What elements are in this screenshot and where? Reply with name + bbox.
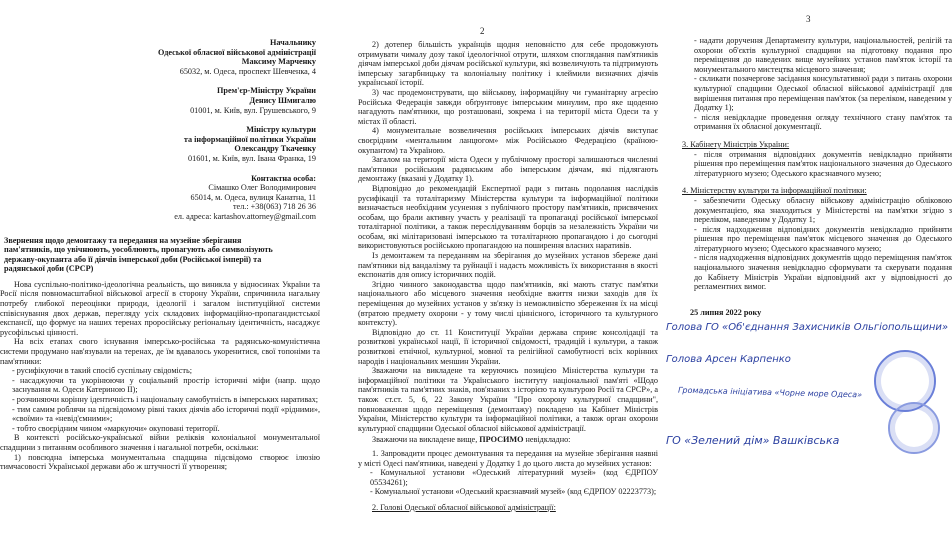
body-paragraph: Зважаючи на викладене та керуючись позицією Міністерства культури та інформаційної політики та Українського інституту національної пам'яті «Щодо пам'ятників та пам'ятних знаків, пов'язаних з історією та культурою Росії та СРСР», а також ст.ст. 5, 6, 22 Закону України "Про охорону культурної спадщини", повноваження щодо переміщення (демонтажу) покладено на Кабінет Міністрів України, Міністерство культури та інформаційної політики, а також орган охорони культурної спадщини Одеської обласної військової адміністрації. — [358, 366, 658, 433]
addressee-3-line: та інформаційної політики України — [183, 134, 316, 144]
document-page-3 — [666, 0, 952, 536]
addressee-2-line: Денису Шмигалю — [249, 95, 316, 105]
contact-phone: тел.: +38(063) 718 26 36 — [232, 202, 316, 212]
addressee-1-line: Одеської обласної військової адміністрації — [158, 47, 316, 57]
addressee-3-address: 01601, м. Київ, вул. Івана Франка, 19 — [188, 153, 316, 163]
contact-address: 65014, м. Одеса, вулиця Канатна, 11 — [190, 192, 316, 202]
addressee-1-address: 65032, м. Одеса, проспект Шевченка, 4 — [179, 66, 316, 76]
body-paragraph: Загалом на території міста Одеси у публічному просторі залишаються численні пам'ятники російським радянським або імперським діячам, які підлягають демонтажу (вказані у Додатку 1). — [358, 155, 658, 184]
signature-line: Голова Арсен Карпенко — [666, 354, 791, 365]
numbered-item: 3) час продемонструвати, що військову, інформаційну чи гуманітарну агресію Російська Федерація завжди обґрунтовує імперським минулим, про яке щоденно нагадують пам'ятники, що розташовані, зокрема і на території міста Одеси та у містах її області. — [358, 87, 658, 126]
numbered-item: 4) монументальне возвеличення російських імперських діячів виступає своєрідним «ментальним ланцюгом» між Російською Федерацією (країною-окупантом) та Україною. — [358, 126, 658, 155]
request-word: ПРОСИМО — [479, 435, 524, 445]
body-paragraph: Згідно чинного законодавства щодо пам'ятників, які мають статус пам'ятки національного або місцевого значення необхідне вжиття низки заходів для їх переміщення до музейних установ у зв'язку із неможливістю збереження їх на місці (втратою предмету охорони - у тому числі ціннісного, історичного та культурного контексту). — [358, 279, 658, 328]
numbered-heading: 3. Кабінету Міністрів України: — [682, 139, 790, 149]
addressee-2-address: 01001, м. Київ, вул. Грушевського, 9 — [190, 105, 316, 115]
list-item: - Комунальної установи «Одеський краєзнавчий музей» (код ЄДРПОУ 02223773); — [370, 487, 658, 497]
addressee-1-line: Начальнику — [270, 38, 316, 47]
list-item: - тим самим роблячи на підсвідомому рівні таких діячів або історичні події «рідними», «своїми» та «невід'ємними»; — [12, 405, 320, 424]
body-paragraph: В контексті російсько-української війни реліквія колоніальної монументальної спадщини з питанням особливого значення і нагальної потреби, оскільки: — [0, 433, 320, 452]
document-page-1 — [0, 0, 330, 536]
body-paragraph: Відповідно до рекомендацій Експертної ради з питань подолання наслідків русифікації та тоталітаризму Міністерства культури та інформаційної політики визначається необхідним усунення з публічного простору пам'ятників, присвячених особам, що брали активну участь у реалізації та пропаганді російської імперської тоталітарної політики, а також переслідуванням борців за незалежність України чи особам, які мілітаризовані імперською та тоталітарною пропагандою і до сьогодні використовуються російською пропагандою на поширення власних наративів. — [358, 183, 658, 251]
task-list — [682, 196, 952, 292]
list-item: - після надходження відповідних документів щодо переміщення пам'яток національного значення невідкладно сформувати та скерувати подання до Кабінету Міністрів України відповідний акт у відповідності до регламентних вимог. — [694, 253, 952, 291]
body-paragraph: Відповідно до ст. 11 Конституції України держава сприяє консолідації та розвиткові української нації, її історичної свідомості, традицій і культури, а також розвиткові етнічної, культурної, мовної та релігійної самобутності всіх корінних народів і національних меншин України. — [358, 327, 658, 366]
request-intro: Зважаючи на викладене вище, — [372, 435, 478, 445]
page-number: 3 — [806, 14, 811, 24]
document-date: 25 липня 2022 року — [690, 307, 762, 317]
list-item: - надати доручення Департаменту культури, національностей, релігій та охорони об'єктів культурної спадщини на підготовку подання про переміщення до наведених вище музейних установ пам'яток історії та монументального мистецтва місцевого значення; — [694, 36, 952, 74]
list-item: - забезпечити Одеську обласну військову адміністрацію обліковою документацією, яка знаходиться у Міністерстві на пам'ятки згідно з переліком, наведеним у Додатку 1; — [694, 196, 952, 225]
contact-name: Сімашко Олег Володимирович — [208, 183, 316, 193]
list-item: - насаджуючи та укорінюючи у соціальний простір історичні міфи (напр. щодо заснування м. Одеси Катериною ІІ); — [12, 376, 320, 395]
contact-label: Контактна особа: — [251, 173, 316, 183]
contact-email: ел. адреса: kartashov.attorney@gmail.com — [174, 211, 316, 221]
signature-line: Голова ГО «Об'єднання Захисників Ольгіопольщини» — [666, 322, 949, 333]
signature-line: ГО «Зелений дім» Вашківська — [666, 434, 840, 447]
addressee-block — [0, 0, 320, 222]
museum-list — [358, 468, 658, 497]
numbered-heading: 2. Голові Одеської обласної військової адміністрації: — [372, 502, 556, 512]
numbered-heading: 4. Міністерству культури та інформаційної політики: — [682, 186, 867, 196]
list-item: - русифікуючи в такий спосіб суспільну свідомість; — [12, 366, 320, 376]
task-list — [682, 150, 952, 179]
body-paragraph: Нова суспільно-політико-ідеологічна реальність, що виникла у відносинах України та Росії після повномасштабної військової агресії в сторону України, спричинила нагальну потребу глибокої переоцінки природи, ідеології і загалом інституційної системи співіснування двох держав, перегляду усіх складових інформаційно-пропагандистської експансії, що формує на наших теренах проросійську регіональну ідентичність, насаджує русофільські цінності. — [0, 279, 320, 337]
official-seal-icon — [888, 402, 940, 454]
list-item: - після невідкладне проведення огляду технічного стану пам'яток та отримання їх обласної документації. — [694, 113, 952, 132]
body-paragraph: На всіх етапах свого існування імперсько-російська та радянсько-комуністична системи продумано нав'язували на теренах, де їм вдавалось укоренитися, свої топоніми та пам'ятники: — [0, 337, 320, 366]
body-paragraph: Із демонтажем та переданням на зберігання до музейних установ збереже дані пам'ятники від вандалізму та руйнації і надасть можливість їх використання в якості експонатів для опису історичних подій. — [358, 251, 658, 280]
signature-line: Громадська ініціатива «Чорне море Одеса» — [677, 385, 863, 400]
numbered-item: 2) дотепер більшість українців щодня неповністю для себе продовжують отримувати чималу дозу такої ідеологічної отрути, шляхом споглядання пам'ятників діячам імперської доби діячам російської культури, які возвеличують та підтримують імперську загарбницьку та колоніальну політику і клеймили визначних діячів української історії. — [358, 40, 658, 88]
bullet-list — [0, 366, 320, 433]
list-item: - після отримання відповідних документів невідкладно прийняти рішення про переміщення пам'яток національного значення до Одеського літературного музею; Одеського краєзнавчого музею; — [694, 150, 952, 179]
appeal-title: Звернення щодо демонтажу та передання на музейне зберігання пам'ятників, що увічнюють, уособлюють, пропагують або символізують державу-окупанта або її діячів імперської доби (Російської імперії) та радянської доби (СРСР) — [4, 235, 273, 274]
addressee-3-line: Міністру культури — [246, 125, 316, 135]
document-page-2 — [330, 0, 666, 536]
task-list — [682, 36, 952, 132]
request-line — [358, 435, 658, 445]
list-item: - тобто своєрідним чином «маркуючи» окуповані території. — [12, 424, 320, 434]
list-item: - після надходження відповідних документів невідкладно прийняти рішення про переміщення пам'яток місцевого значення до Одеського літературного музею; Одеського краєзнавчого музею; — [694, 225, 952, 254]
page-number: 2 — [480, 26, 485, 36]
addressee-1-line: Максиму Марченку — [241, 57, 316, 67]
addressee-3-line: Олександру Ткаченку — [234, 144, 316, 154]
list-item: - Комунальної установи «Одеський літературний музей» (код ЄДРПОУ 05534261); — [370, 468, 658, 487]
numbered-item: 1. Запровадити процес демонтування та передання на музейне зберігання наявні у місті Одесі пам'ятники, наведені у Додатку 1 до цього листа до музейних установ: — [358, 448, 658, 468]
request-after: невідкладно: — [525, 435, 571, 445]
list-item: - розчиняючи корінну ідентичність і національну самобутність в імперських наративах; — [12, 395, 320, 405]
addressee-2-line: Прем'єр-Міністру України — [217, 86, 316, 96]
numbered-item: 1) повсюдна імперська монументальна спадщина підсвідомо створює ілюзію тимчасовості Української держави або ж штучності її утворення; — [0, 452, 320, 472]
list-item: - скликати позачергове засідання консультативної ради з питань охорони культурної спадщини Одеської обласної військової адміністрації для вирішення питання про переміщення пам'яток (за переліком, наведеним у Додатку 1); — [694, 74, 952, 112]
